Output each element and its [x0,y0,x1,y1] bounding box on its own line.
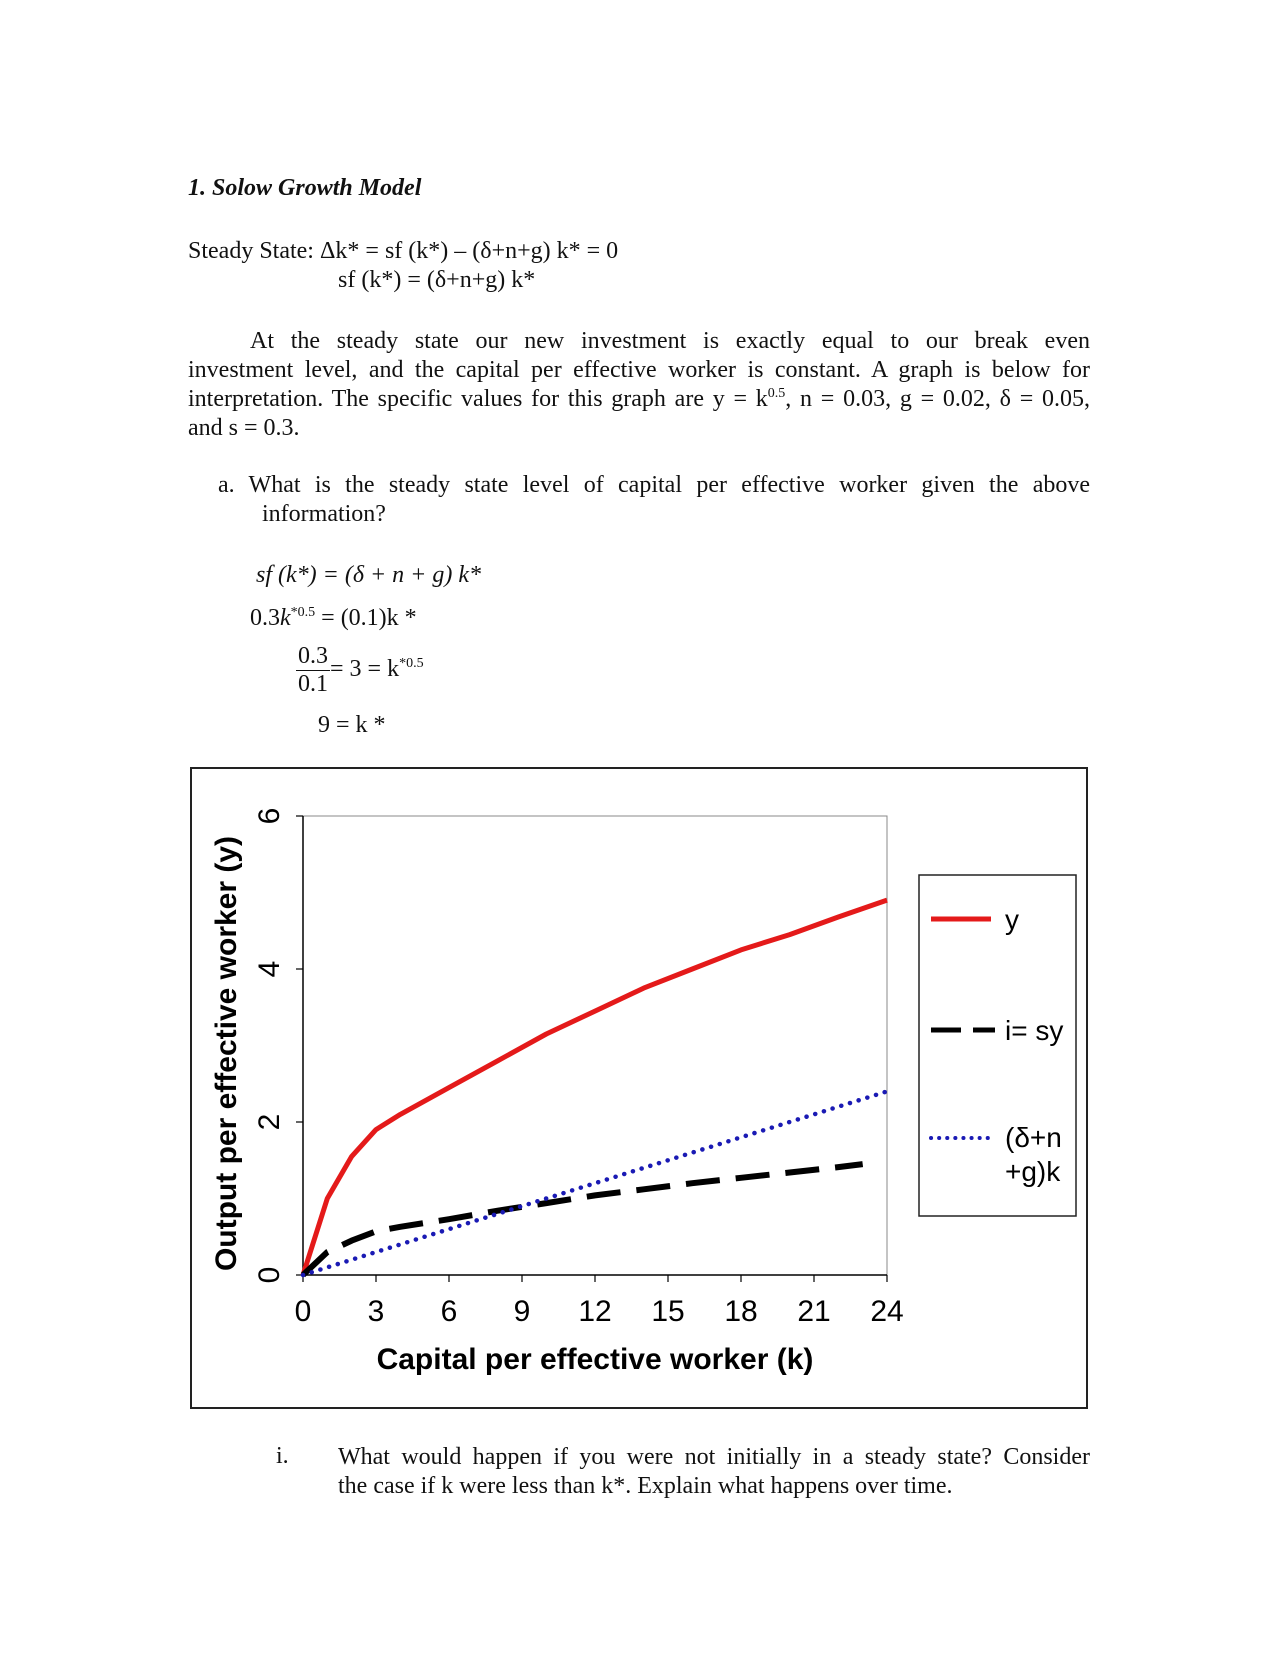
steady-state-equation-2: sf (k*) = (δ+n+g) k* [338,267,536,293]
x-axis-label: Capital per effective worker (k) [376,1343,814,1376]
legend-label-y: y [1005,904,1019,935]
y-tick-label: 4 [253,960,286,978]
math-step-3-rhs: = 3 = k [330,656,400,683]
math-step-3 [296,643,424,698]
question-a-line-2: information? [262,501,386,527]
x-tick-label: 6 [440,1295,458,1328]
math-step-2 [250,605,417,632]
math-step-3-exp: *0.5 [399,656,424,672]
steady-state-equation-1: Steady State: Δk* = sf (k*) – (δ+n+g) k* = 0 [188,238,619,264]
paragraph-line-3 [188,385,1090,414]
math-step-4: 9 = k * [318,712,386,738]
question-a [218,471,1090,529]
math-step-2-rhs: = (0.1)k * [315,605,417,631]
math-step-2-exp: *0.5 [290,605,316,620]
legend-label-breakeven-1: (δ+n [1005,1122,1062,1153]
plot-area [303,816,887,1275]
math-step-1: sf (k*) = (δ + n + g) k* [256,562,482,588]
fraction-numerator: 0.3 [298,643,328,669]
x-tick-label: 0 [294,1295,312,1328]
fraction-denominator: 0.1 [298,671,328,697]
explanation-paragraph [188,327,1090,443]
x-tick-label: 21 [797,1295,831,1328]
y-tick-label: 6 [253,807,286,825]
x-tick-label: 18 [724,1295,758,1328]
y-tick-label: 0 [253,1266,286,1284]
paragraph-line-2: investment level, and the capital per effective worker is constant. A graph is below for [188,357,1090,383]
legend-label-breakeven-2: +g)k [1005,1156,1061,1187]
paragraph-line-4: and s = 0.3. [188,415,300,441]
question-i-line-1: What would happen if you were not initially in a steady state? Consider [338,1444,1090,1470]
fraction [296,643,330,698]
math-step-2-coef: 0.3 [250,605,280,631]
question-i-line-2: the case if k were less than k*. Explain what happens over time. [338,1473,953,1499]
y-tick-label: 2 [253,1113,286,1131]
x-tick-label: 3 [367,1295,385,1328]
investment-series-line [303,1164,863,1275]
legend-label-investment: i= sy [1005,1015,1064,1046]
x-tick-label: 12 [578,1295,612,1328]
question-a-line-1: a. What is the steady state level of capital per effective worker given the above [218,472,1090,498]
x-tick-label: 15 [651,1295,685,1328]
x-tick-label: 24 [870,1295,904,1328]
section-heading: 1. Solow Growth Model [188,175,422,201]
paragraph-line-3-post: , n = 0.03, g = 0.02, δ = 0.05, [785,386,1091,412]
question-i [338,1443,1090,1501]
exponent: 0.5 [767,386,786,401]
y-series-line [303,900,887,1275]
solow-chart [190,767,1088,1409]
x-tick-label: 9 [513,1295,531,1328]
paragraph-line-3-pre: interpretation. The specific values for this graph are y = k [188,386,768,412]
paragraph-line-1: At the steady state our new investment is exactly equal to our break even [250,328,1090,354]
math-step-2-k: k [280,605,291,631]
question-i-number: i. [276,1443,289,1469]
y-axis-label: Output per effective worker (y) [210,835,243,1272]
